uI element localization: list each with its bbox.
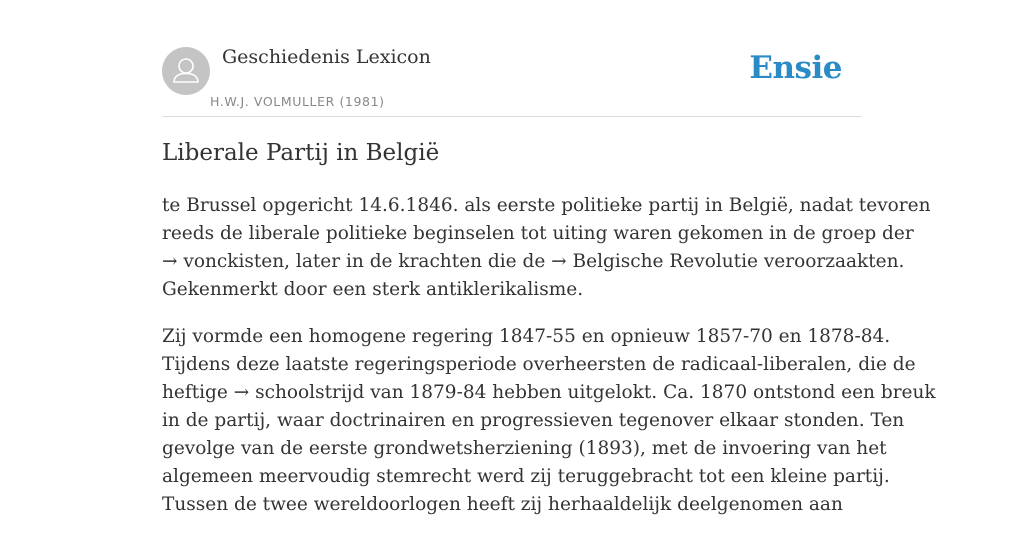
text-line: te Brussel opgericht 14.6.1846. als eerste politieke partij in België, nadat tevoren — [162, 195, 931, 216]
text-line: gevolge van de eerste grondwetsherziening (1893), met de invoering van het — [162, 438, 887, 459]
text-line[interactable]: → vonckisten, later in de krachten die de → Belgische Revolutie veroorzaakten. — [162, 251, 905, 272]
source-title-link[interactable]: Geschiedenis Lexicon — [222, 46, 431, 68]
text-line: Tussen de twee wereldoorlogen heeft zij herhaaldelijk deelgenomen aan — [162, 494, 843, 515]
text-line: Gekenmerkt door een sterk antiklerikalisme. — [162, 279, 584, 300]
user-avatar-icon — [162, 47, 210, 95]
text-line: in de partij, waar doctrinairen en progressieven tegenover elkaar stonden. Ten — [162, 410, 905, 431]
author-avatar[interactable] — [162, 47, 210, 95]
text-line: Zij vormde een homogene regering 1847-55 en opnieuw 1857-70 en 1878-84. — [162, 326, 891, 347]
author-byline: H.W.J. VOLMULLER (1981) — [210, 94, 385, 109]
text-line: algemeen meervoudig stemrecht werd zij teruggebracht tot een kleine partij. — [162, 466, 890, 487]
paragraph — [162, 323, 936, 519]
text-line: reeds de liberale politieke beginselen tot uiting waren gekomen in de groep der — [162, 223, 914, 244]
text-line: Tijdens deze laatste regeringsperiode overheersten de radicaal-liberalen, die de — [162, 354, 916, 375]
paragraph — [162, 192, 931, 304]
text-line[interactable]: heftige → schoolstrijd van 1879-84 hebben uitgelokt. Ca. 1870 ontstond een breuk — [162, 382, 936, 403]
page — [162, 0, 936, 515]
brand-logo[interactable]: Ensie — [749, 50, 842, 86]
entry-title: Liberale Partij in België — [162, 140, 440, 166]
entry-body — [162, 192, 936, 538]
entry-header — [162, 0, 862, 117]
